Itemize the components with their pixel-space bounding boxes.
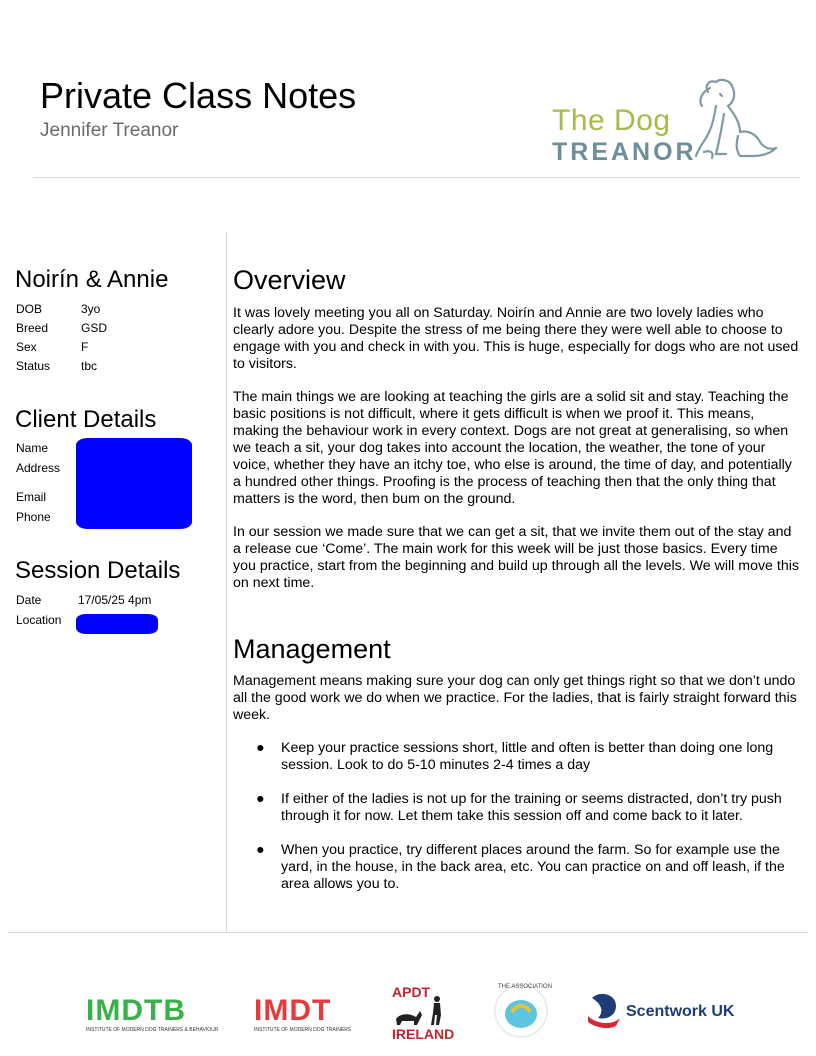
client-details-redaction (76, 438, 192, 529)
bullet-icon: ● (256, 740, 265, 756)
client-name-label: Name (16, 441, 49, 455)
imdtb-tagline: INSTITUTE OF MODERN DOG TRAINERS & BEHAVIOUR (86, 1027, 219, 1033)
column-divider (226, 232, 227, 932)
session-location-label: Location (16, 613, 62, 627)
logo-text-line1: The Dog (552, 104, 671, 137)
association-seal-icon (492, 982, 550, 1042)
overview-paragraph-1: It was lovely meeting you all on Saturday. Noirín and Annie are two lovely ladies who clearly adore you. Despite the stress of me being there they were well able to choose to engage with you and check in with you. This is huge, especially for dogs who are not used to visitors. (233, 305, 799, 372)
bullet-text: Keep your practice sessions short, little and often is better than doing one long session. Look to do 5-10 minutes 2-4 times a day (281, 740, 774, 773)
trainer-name: Jennifer Treanor (40, 120, 179, 141)
management-intro: Management means making sure your dog can only get things right so that we don’t undo all the good work we do when we practice. For the ladies, that is fairly straight forward this week. (233, 673, 797, 723)
overview-heading: Overview (233, 265, 346, 295)
header-divider (33, 177, 800, 178)
session-details-heading: Session Details (15, 557, 181, 584)
the-dog-treanor-logo (552, 78, 784, 164)
sex-value: F (81, 340, 89, 354)
bullet-text: If either of the ladies is not up for the training or seems distracted, don’t try push through it for now. Let them take this session off and come back to it later. (281, 791, 782, 824)
scentwork-uk-logo (586, 990, 736, 1030)
status-value: tbc (81, 359, 98, 373)
breed-value: GSD (81, 321, 108, 335)
client-address-label: Address (16, 461, 61, 475)
session-date-value: 17/05/25 4pm (78, 593, 152, 607)
imdt-tagline: INSTITUTE OF MODERN DOG TRAINERS (254, 1027, 352, 1033)
list-item (256, 740, 801, 774)
list-item (256, 791, 801, 825)
footer-divider (8, 932, 808, 933)
bullet-text: When you practice, try different places around the farm. So for example use the yard, in the house, in the back area, etc. You can practice on and off leash, if the area allows you to. (281, 842, 785, 892)
association-logo (492, 982, 550, 1042)
association-text: THE ASSOCIATION (498, 984, 552, 990)
apdt-ireland-logo (392, 985, 456, 1045)
status-label: Status (16, 359, 51, 373)
bullet-icon: ● (256, 842, 265, 858)
client-email-label: Email (16, 490, 47, 504)
bullet-icon: ● (256, 791, 265, 807)
dog-names-heading: Noirín & Annie (15, 266, 169, 293)
session-location-redaction (76, 614, 158, 634)
imdtb-logo-text: IMDTB (86, 994, 186, 1027)
apdt-text: APDT (392, 984, 431, 1000)
client-phone-label: Phone (16, 510, 51, 524)
client-details-heading: Client Details (15, 406, 157, 433)
imdt-logo-text: IMDT (254, 994, 332, 1027)
person-dog-icon (392, 995, 452, 1025)
session-date-label: Date (16, 593, 42, 607)
breed-label: Breed (16, 321, 49, 335)
ireland-text: IRELAND (392, 1026, 455, 1042)
management-bullet-list (256, 740, 801, 910)
scentwork-text: Scentwork UK (626, 1003, 735, 1020)
dob-value: 3yo (81, 302, 101, 316)
imdtb-logo (86, 996, 218, 1033)
list-item (256, 842, 801, 893)
scentwork-mark-icon (586, 990, 622, 1030)
sex-label: Sex (16, 340, 37, 354)
overview-paragraph-3: In our session we made sure that we can get a sit, that we invite them out of the stay and a release cue ‘Come’. The main work for this week will be just those basics. Every time you practice, start from the beginning and build up through all the levels. We will move this on next time. (233, 524, 799, 591)
dob-label: DOB (16, 302, 43, 316)
overview-paragraph-2: The main things we are looking at teaching the girls are a solid sit and stay. Teaching the basic positions is not difficult, where it gets difficult is when we proof it. This means, making the behaviour work in every context. Dogs are not great at generalising, so when we teach a sit, your dog takes into account the location, the weather, the tone of your voice, whether they have an itchy toe, who else is around, the time of day, and potentially a hundred other things. Proofing is the process of teaching then that the only thing that matters is the word, then bum on the ground. (233, 389, 792, 507)
page-title: Private Class Notes (40, 75, 357, 116)
imdt-logo (254, 996, 351, 1033)
logo-text-line2: TREANOR (552, 138, 697, 166)
dog-outline-icon (690, 78, 784, 164)
management-heading: Management (233, 634, 391, 664)
